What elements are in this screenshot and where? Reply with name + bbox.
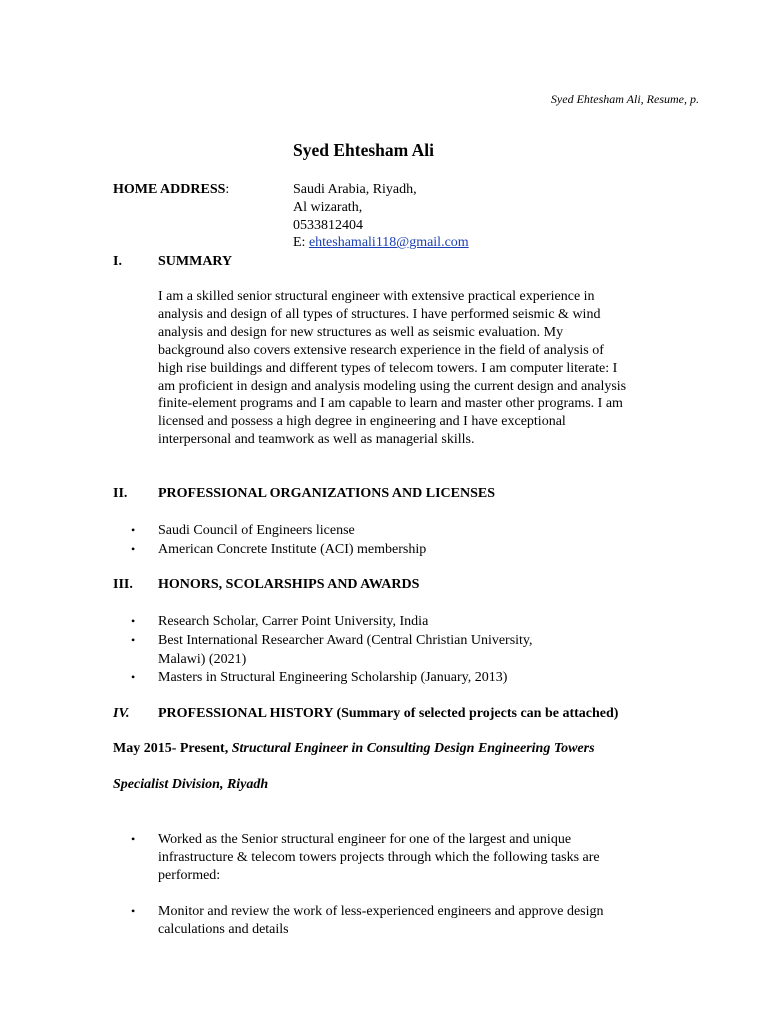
- section-title-honors: HONORS, SCOLARSHIPS AND AWARDS: [158, 577, 420, 592]
- bullet-icon: •: [131, 614, 136, 628]
- job-department: Specialist Division, Riyadh: [113, 777, 269, 792]
- bullet-icon: •: [131, 670, 136, 684]
- section-title-history: PROFESSIONAL HISTORY (Summary of selected projects can be attached): [158, 706, 619, 721]
- summary-line: interpersonal and teamwork as well as managerial skills.: [158, 432, 475, 448]
- summary-paragraph: [158, 288, 678, 449]
- list-item: Saudi Council of Engineers license: [158, 523, 355, 538]
- list-item: Monitor and review the work of less-experienced engineers and approve design: [158, 904, 604, 919]
- list-item: Worked as the Senior structural engineer for one of the largest and unique: [158, 832, 572, 847]
- bullet-icon: •: [131, 523, 136, 537]
- list-item: Research Scholar, Carrer Point University, India: [158, 614, 429, 629]
- list-item-continuation: calculations and details: [158, 922, 289, 937]
- email-prefix: E:: [293, 235, 309, 250]
- summary-line: background also covers extensive research experience in the field of analysis of: [158, 342, 604, 358]
- home-address-label: [113, 182, 229, 198]
- summary-line: analysis and design of all types of structures. I have performed seismic & wind: [158, 306, 601, 322]
- section-title-organizations: PROFESSIONAL ORGANIZATIONS AND LICENSES: [158, 486, 495, 501]
- bullet-icon: •: [131, 904, 136, 918]
- phone-number: 0533812404: [293, 218, 363, 233]
- list-item: American Concrete Institute (ACI) membership: [158, 542, 427, 557]
- list-item-continuation: performed:: [158, 868, 221, 883]
- running-header: Syed Ehtesham Ali, Resume, p.: [550, 92, 699, 106]
- list-item-continuation: infrastructure & telecom towers projects through which the following tasks are: [158, 850, 600, 865]
- bullet-icon: •: [131, 832, 136, 846]
- job-period: May 2015- Present,: [113, 741, 232, 756]
- job-heading: [113, 741, 595, 757]
- summary-line: licensed and possess a high degree in engineering and I have exceptional: [158, 414, 566, 430]
- section-number-summary: I.: [113, 254, 122, 269]
- bullet-icon: •: [131, 633, 136, 647]
- list-item: Best International Researcher Award (Central Christian University,: [158, 633, 533, 648]
- list-item: Masters in Structural Engineering Scholarship (January, 2013): [158, 670, 508, 685]
- list-item-continuation: Malawi) (2021): [158, 652, 247, 667]
- address-line: Saudi Arabia, Riyadh,: [293, 182, 417, 197]
- section-number-history: IV.: [113, 706, 130, 721]
- section-number-organizations: II.: [113, 486, 128, 501]
- summary-line: high rise buildings and different types of telecom towers. I am computer literate: I: [158, 360, 618, 376]
- candidate-name: Syed Ehtesham Ali: [293, 140, 434, 160]
- summary-line: I am a skilled senior structural engineer with extensive practical experience in: [158, 289, 595, 304]
- summary-line: analysis and design for new structures as well as seismic evaluation. My: [158, 324, 564, 340]
- summary-line: finite-element programs and I am capable to learn and master other programs. I am: [158, 396, 623, 412]
- email-link[interactable]: ehteshamali118@gmail.com: [308, 235, 469, 250]
- section-title-summary: SUMMARY: [158, 254, 233, 269]
- address-line: Al wizarath,: [293, 200, 363, 215]
- bullet-icon: •: [131, 542, 136, 556]
- home-address-label-text: HOME ADDRESS: [113, 182, 226, 197]
- job-title: Structural Engineer in Consulting Design Engineering Towers: [231, 741, 595, 756]
- summary-line: am proficient in design and analysis modeling using the current design and analysis: [158, 378, 627, 394]
- section-number-honors: III.: [113, 577, 133, 592]
- email-line: [293, 235, 469, 251]
- home-address-colon: :: [225, 182, 230, 197]
